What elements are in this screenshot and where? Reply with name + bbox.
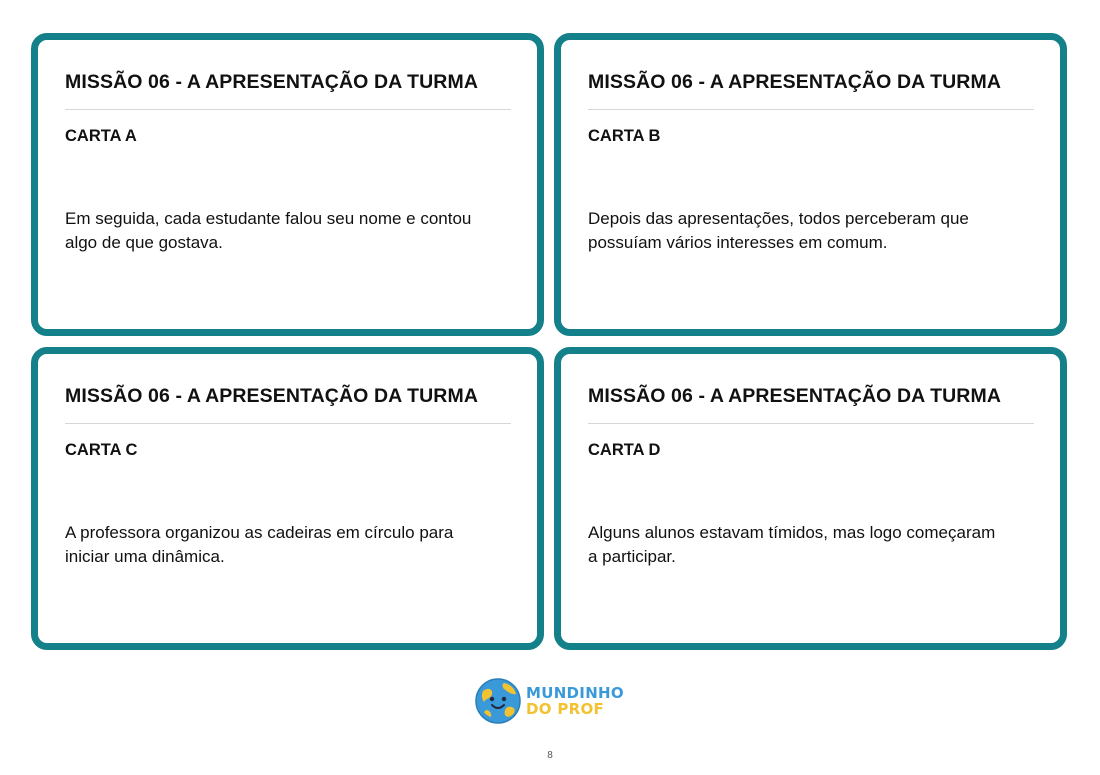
logo-line-1: MUNDINHO — [526, 684, 624, 702]
card-divider — [588, 109, 1034, 110]
card-title: MISSÃO 06 - A APRESENTAÇÃO DA TURMA — [588, 71, 1002, 93]
card-text: A professora organizou as cadeiras em círculo para iniciar uma dinâmica. — [65, 523, 454, 566]
card-grid — [31, 33, 1067, 650]
card-b — [554, 33, 1067, 336]
card-text: Em seguida, cada estudante falou seu nome e contou algo de que gostava. — [65, 209, 472, 252]
card-d — [554, 347, 1067, 650]
card-divider — [65, 423, 511, 424]
card-label: CARTA B — [588, 127, 661, 145]
card-label: CARTA A — [65, 127, 137, 145]
card-label: CARTA C — [65, 441, 138, 459]
card-title: MISSÃO 06 - A APRESENTAÇÃO DA TURMA — [65, 385, 479, 407]
mundinho-do-prof-logo — [474, 677, 624, 725]
logo-line-2: DO PROF — [526, 700, 605, 718]
logo-wordmark — [526, 685, 624, 717]
page-number: 8 — [547, 750, 553, 761]
card-text: Depois das apresentações, todos perceberam que possuíam vários interesses em comum. — [588, 209, 969, 252]
globe-smiley-icon — [474, 677, 522, 725]
card-label: CARTA D — [588, 441, 661, 459]
card-a — [31, 33, 544, 336]
card-text: Alguns alunos estavam tímidos, mas logo começaram a participar. — [588, 523, 996, 566]
card-title: MISSÃO 06 - A APRESENTAÇÃO DA TURMA — [588, 385, 1002, 407]
card-c — [31, 347, 544, 650]
card-title: MISSÃO 06 - A APRESENTAÇÃO DA TURMA — [65, 71, 479, 93]
card-divider — [588, 423, 1034, 424]
card-divider — [65, 109, 511, 110]
